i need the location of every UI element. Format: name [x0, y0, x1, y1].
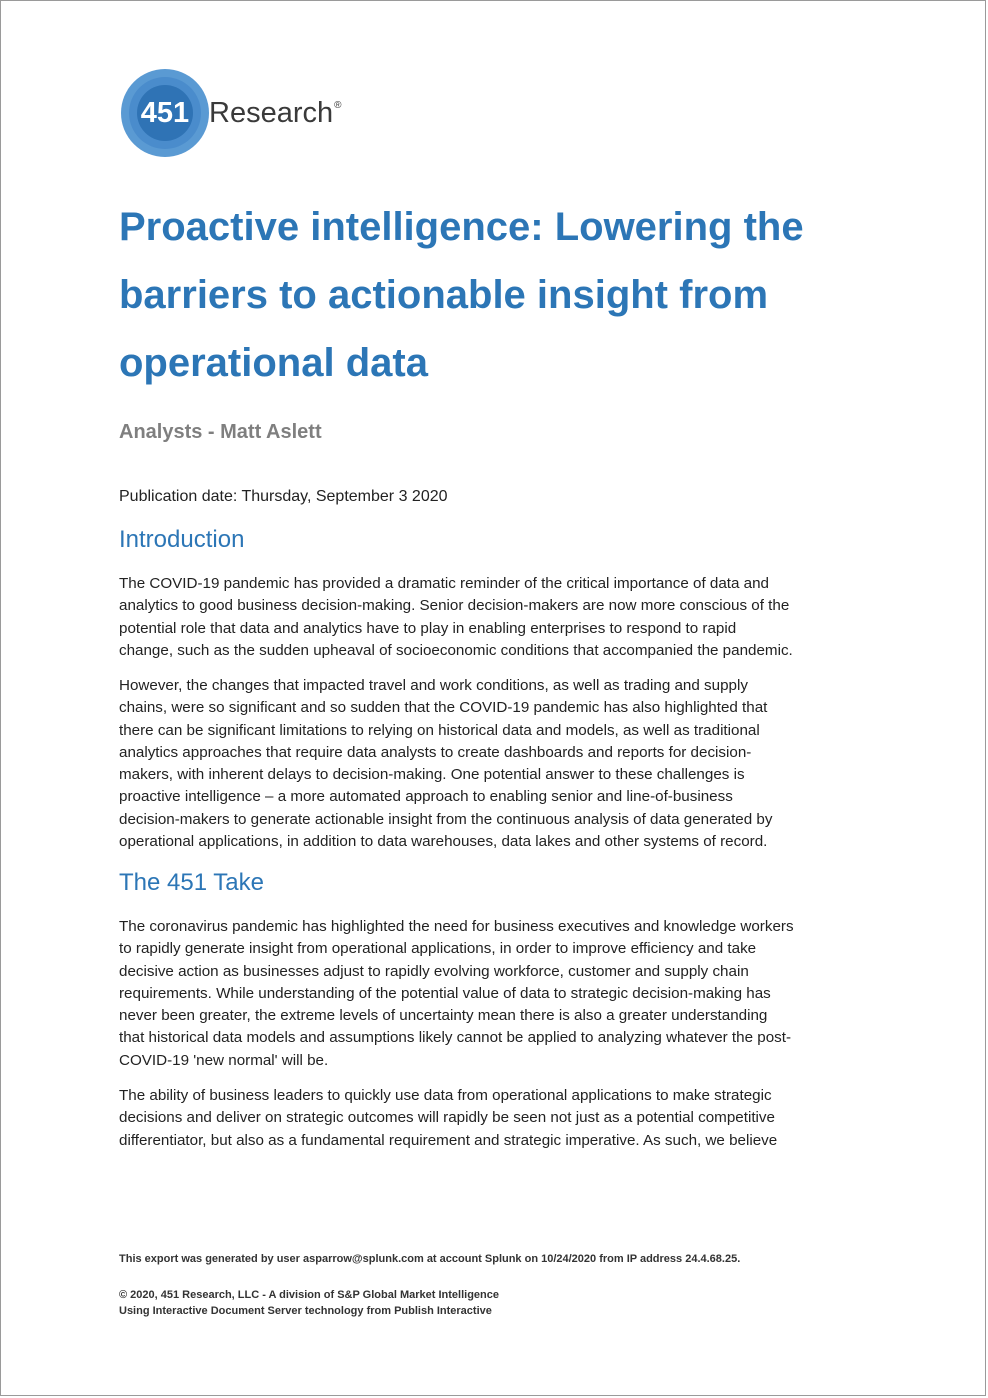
text-line: potential role that data and analytics have to play in enabling enterprises to respond to rapid	[119, 619, 737, 637]
logo-word: Research	[209, 96, 334, 129]
text-line: makers, with inherent delays to decision-making. One potential answer to these challenges is	[119, 766, 745, 784]
analysts-line: Analysts - Matt Aslett	[119, 421, 322, 443]
logo-wordmark	[209, 97, 342, 130]
logo	[119, 67, 344, 159]
text-line: requirements. While understanding of the potential value of data to strategic decision-making has	[119, 984, 771, 1002]
logo-number: 451	[140, 96, 190, 129]
text-line: However, the changes that impacted travel and work conditions, as well as trading and supply	[119, 677, 748, 694]
text-line: chains, were so significant and so sudden that the COVID-19 pandemic has also highlighted that	[119, 699, 768, 717]
introduction-heading: Introduction	[119, 526, 245, 553]
text-line: there can be significant limitations to relying on historical data and models, as well as traditional	[119, 721, 760, 739]
intro-paragraph-1	[119, 573, 879, 662]
text-line: operational applications, in addition to data warehouses, data lakes and other systems of record.	[119, 833, 768, 851]
text-line: COVID-19 'new normal' will be.	[119, 1051, 329, 1069]
publication-date: Publication date: Thursday, September 3 2020	[119, 488, 448, 505]
text-line: differentiator, but also as a fundamental requirement and strategic imperative. As such, we believe	[119, 1131, 778, 1149]
text-line: decisive action as businesses adjust to rapidly evolving workforce, customer and supply chain	[119, 962, 749, 980]
intro-paragraph-2	[119, 675, 879, 853]
title-line: operational data	[119, 341, 428, 385]
take-paragraph-2	[119, 1085, 879, 1152]
the-451-take-heading: The 451 Take	[119, 869, 264, 896]
text-line: that historical data models and assumptions likely cannot be applied to analyzing whatever the post-	[119, 1029, 792, 1047]
text-line: never been greater, the extreme levels of uncertainty mean there is also a greater understanding	[119, 1007, 768, 1025]
registered-mark: ®	[334, 99, 342, 111]
text-line: decision-makers to generate actionable insight from the continuous analysis of data generated by	[119, 810, 773, 828]
text-line: decisions and deliver on strategic outcomes will rapidly be seen not just as a potential competitive	[119, 1109, 775, 1127]
copyright-block	[119, 1287, 499, 1319]
text-line: to rapidly generate insight from operational applications, in order to improve efficiency and take	[119, 940, 757, 958]
text-line: proactive intelligence – a more automated approach to enabling senior and line-of-business	[119, 788, 733, 806]
report-title	[119, 193, 879, 397]
text-line: analytics to good business decision-making. Senior decision-makers are now more conscious of the	[119, 597, 790, 615]
take-paragraph-1	[119, 916, 879, 1072]
text-line: The ability of business leaders to quickly use data from operational applications to make strategic	[119, 1087, 772, 1104]
logo-mark	[119, 67, 211, 159]
text-line: The coronavirus pandemic has highlighted the need for business executives and knowledge workers	[119, 918, 794, 935]
export-note-text: This export was generated by user asparrow@splunk.com at account Splunk on 10/24/2020 from IP address 24.4.68.25.	[119, 1253, 741, 1265]
text-line: change, such as the sudden upheaval of socioeconomic conditions that accompanied the pandemic.	[119, 641, 793, 659]
technology-text: Using Interactive Document Server technology from Publish Interactive	[119, 1305, 492, 1317]
title-line: Proactive intelligence: Lowering the	[119, 205, 804, 249]
text-line: analytics approaches that require data analysts to create dashboards and reports for decision-	[119, 743, 752, 761]
title-line: barriers to actionable insight from	[119, 273, 769, 317]
text-line: The COVID-19 pandemic has provided a dramatic reminder of the critical importance of data and	[119, 575, 770, 592]
copyright-text: © 2020, 451 Research, LLC - A division of S&P Global Market Intelligence	[119, 1289, 499, 1301]
export-note	[119, 1251, 740, 1267]
